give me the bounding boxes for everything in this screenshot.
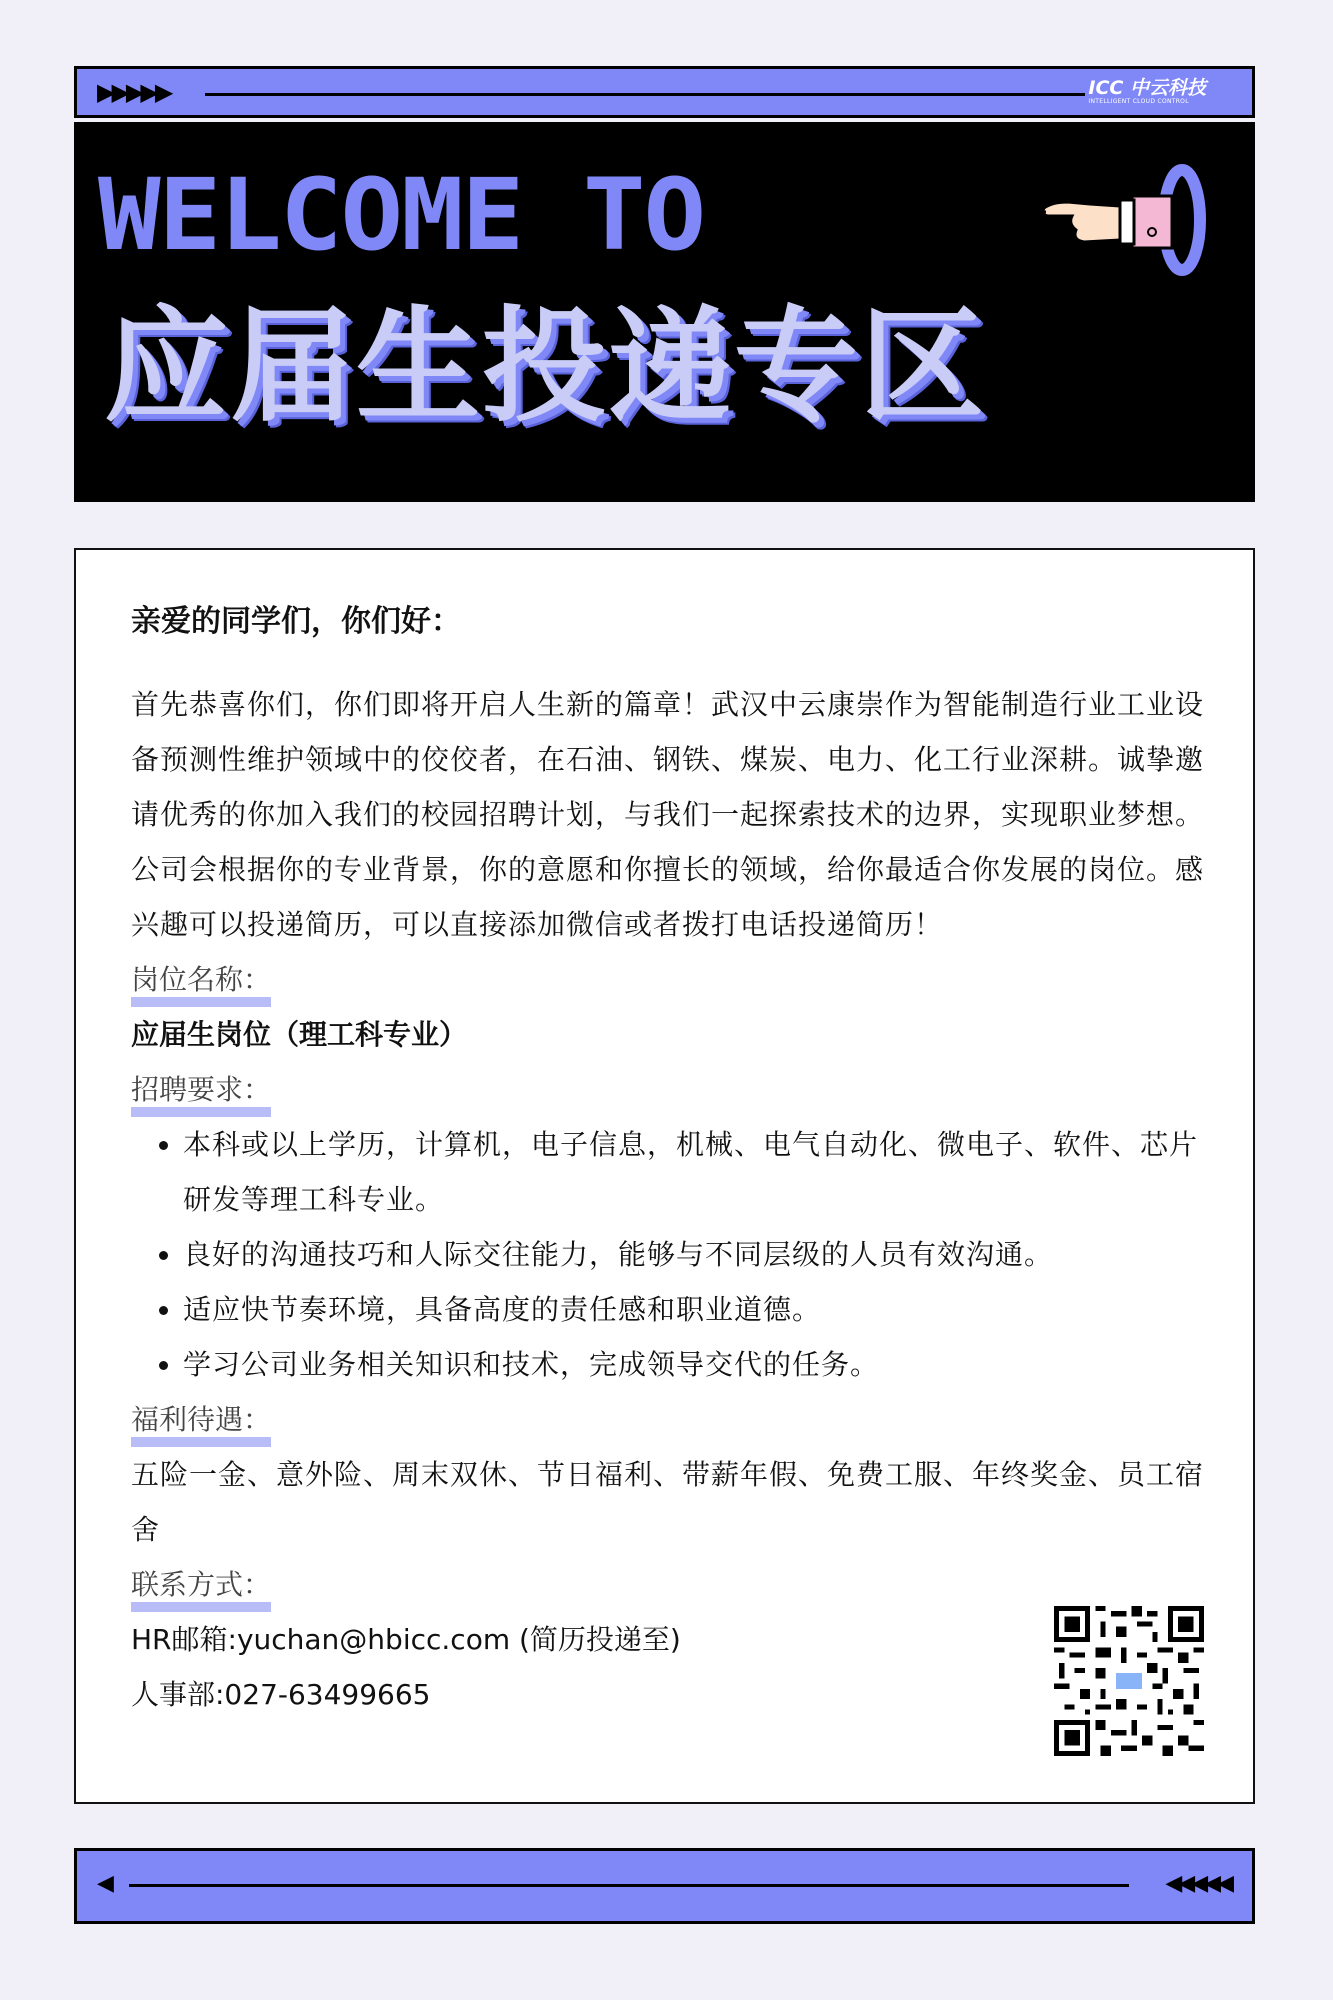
- hero-section: [74, 122, 1255, 502]
- position-label: 岗位名称：: [131, 952, 271, 1007]
- bottom-banner: [74, 1848, 1255, 1924]
- arrow-right-icons: ▶▶▶▶▶: [97, 78, 170, 106]
- arrow-left-icons: ◀◀◀◀◀: [1165, 1871, 1230, 1896]
- list-item: • 本科或以上学历，计算机，电子信息，机械、电气自动化、微电子、软件、芯片研发等理工科专业。: [183, 1117, 1206, 1227]
- benefits-text: 五险一金、意外险、周末双休、节日福利、带薪年假、免费工服、年终奖金、员工宿舍: [131, 1458, 1205, 1546]
- arrow-left-icon: ◀: [97, 1871, 114, 1896]
- pointing-hand-icon: [1032, 160, 1212, 280]
- list-item: • 学习公司业务相关知识和技术，完成领导交代的任务。: [183, 1337, 1206, 1392]
- benefits-label: 福利待遇：: [131, 1392, 271, 1447]
- email-contact[interactable]: HR邮箱:yuchan@hbicc.com (简历投递至): [131, 1623, 681, 1656]
- content-card: [74, 548, 1255, 1804]
- greeting: 亲爱的同学们，你们好：: [131, 604, 461, 639]
- company-logo: [1088, 78, 1206, 106]
- phone-contact[interactable]: 人事部:027-63499665: [131, 1678, 431, 1711]
- welcome-heading: WELCOME TO: [98, 157, 705, 273]
- contact-label: 联系方式：: [131, 1557, 271, 1612]
- company-logo-text: ICC 中云科技: [1088, 77, 1206, 99]
- intro-paragraph: 首先恭喜你们，你们即将开启人生新的篇章！武汉中云康崇作为智能制造行业工业设备预测性维护领域中的佼佼者，在石油、钢铁、煤炭、电力、化工行业深耕。诚挚邀请优秀的你加入我们的校园招聘计划，与我们一起探索技术的边界，实现职业梦想。公司会根据你的专业背景，你的意愿和你擅长的领域，给你最适合你发展的岗位。感兴趣可以投递简历，可以直接添加微信或者拨打电话投递简历！: [131, 688, 1205, 941]
- top-banner: [74, 66, 1255, 118]
- requirements-label: 招聘要求：: [131, 1062, 271, 1117]
- qr-code-icon[interactable]: [1054, 1606, 1204, 1756]
- top-banner-line: [205, 93, 1085, 96]
- content-body: [131, 602, 1206, 1722]
- requirements-list: [131, 1117, 1206, 1392]
- company-logo-subtitle: INTELLIGENT CLOUD CONTROL: [1088, 98, 1189, 105]
- list-item: • 良好的沟通技巧和人际交往能力，能够与不同层级的人员有效沟通。: [183, 1227, 1206, 1282]
- bottom-banner-line: [129, 1884, 1129, 1887]
- position-name: 应届生岗位（理工科专业）: [131, 1018, 468, 1051]
- list-item: • 适应快节奏环境，具备高度的责任感和职业道德。: [183, 1282, 1206, 1337]
- page-title: 应届生投递专区: [104, 295, 987, 439]
